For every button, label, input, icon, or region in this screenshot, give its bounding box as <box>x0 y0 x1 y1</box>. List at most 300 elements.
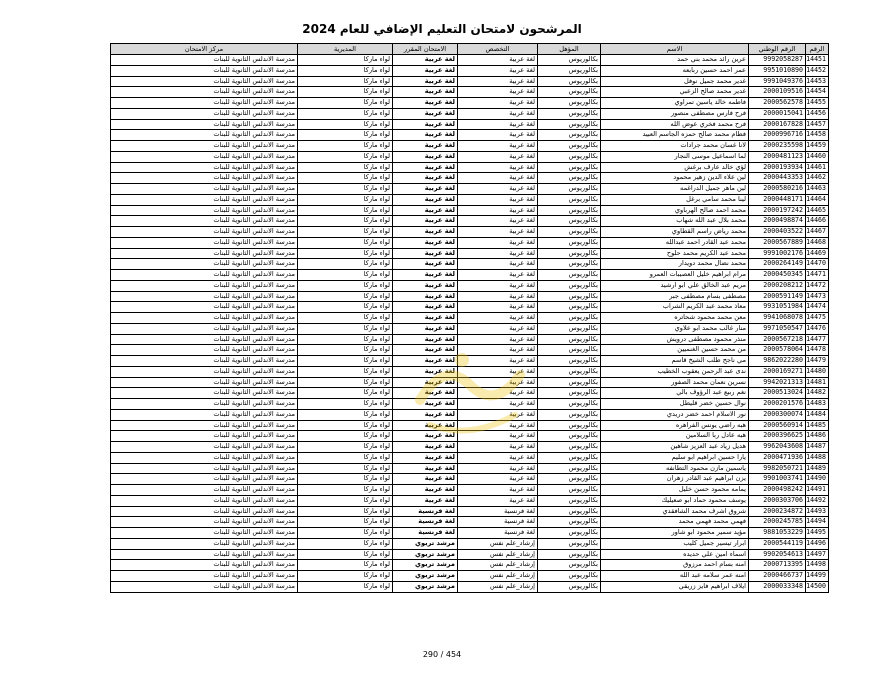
page-number: 290 / 454 <box>422 650 462 659</box>
cell-qualification: بكالوريوس <box>538 302 601 313</box>
table-row <box>111 334 829 345</box>
cell-national-id: 9942021313 <box>749 377 806 388</box>
cell-qualification: بكالوريوس <box>538 388 601 399</box>
cell-national-id: 2000443353 <box>749 173 806 184</box>
table-row <box>111 431 829 442</box>
cell-name: عمر احمد حسين ربابعه <box>601 65 749 76</box>
cell-national-id: 2000498874 <box>749 216 806 227</box>
cell-qualification: بكالوريوس <box>538 356 601 367</box>
cell-name: غدير محمد صالح الزعبي <box>601 87 749 98</box>
cell-national-id: 9862022280 <box>749 356 806 367</box>
cell-directorate: لواء ماركا <box>298 506 393 517</box>
cell-exam: لغة عربية <box>393 173 458 184</box>
cell-name: هبه عادل ربا السلامين <box>601 431 749 442</box>
cell-national-id: 2000578064 <box>749 345 806 356</box>
cell-center: مدرسة الاندلس الثانوية للبنات <box>111 538 298 549</box>
cell-national-id: 2000197242 <box>749 205 806 216</box>
cell-directorate: لواء ماركا <box>298 205 393 216</box>
cell-qualification: بكالوريوس <box>538 108 601 119</box>
cell-directorate: لواء ماركا <box>298 571 393 582</box>
cell-national-id: 2000996716 <box>749 130 806 141</box>
table-row <box>111 452 829 463</box>
table-row <box>111 216 829 227</box>
cell-id: 14479 <box>806 356 829 367</box>
cell-directorate: لواء ماركا <box>298 87 393 98</box>
table-row <box>111 184 829 195</box>
cell-directorate: لواء ماركا <box>298 431 393 442</box>
cell-name: عرين رائد محمد بني حمد <box>601 55 749 66</box>
cell-center: مدرسة الاندلس الثانوية للبنات <box>111 313 298 324</box>
cell-directorate: لواء ماركا <box>298 248 393 259</box>
cell-id: 14495 <box>806 528 829 539</box>
header-name: الاسم <box>601 44 749 55</box>
cell-name: لينا محمد سامي برغل <box>601 194 749 205</box>
cell-exam: لغة عربية <box>393 366 458 377</box>
cell-qualification: بكالوريوس <box>538 87 601 98</box>
cell-id: 14496 <box>806 538 829 549</box>
cell-name: محمد بلال عبد الله شهاب <box>601 216 749 227</box>
cell-name: منار غالب محمد ابو علاوي <box>601 323 749 334</box>
cell-national-id: 9941068078 <box>749 313 806 324</box>
cell-national-id: 2000033348 <box>749 581 806 592</box>
cell-id: 14455 <box>806 98 829 109</box>
cell-specialization: إرشاد_علم نفس <box>458 571 538 582</box>
table-row <box>111 549 829 560</box>
cell-specialization: إرشاد_علم نفس <box>458 581 538 592</box>
cell-qualification: بكالوريوس <box>538 420 601 431</box>
cell-qualification: بكالوريوس <box>538 549 601 560</box>
table-row <box>111 65 829 76</box>
cell-exam: لغة عربية <box>393 194 458 205</box>
cell-center: مدرسة الاندلس الثانوية للبنات <box>111 76 298 87</box>
cell-national-id: 2000498242 <box>749 485 806 496</box>
cell-national-id: 9902054613 <box>749 549 806 560</box>
cell-center: مدرسة الاندلس الثانوية للبنات <box>111 259 298 270</box>
cell-center: مدرسة الاندلس الثانوية للبنات <box>111 302 298 313</box>
cell-name: ابرار تيسير جميل كليب <box>601 538 749 549</box>
cell-qualification: بكالوريوس <box>538 55 601 66</box>
cell-id: 14498 <box>806 560 829 571</box>
cell-name: لما اسماعيل موسى النجار <box>601 151 749 162</box>
cell-name: محمد نضال محمد دويدار <box>601 259 749 270</box>
cell-id: 14488 <box>806 452 829 463</box>
cell-id: 14460 <box>806 151 829 162</box>
cell-qualification: بكالوريوس <box>538 227 601 238</box>
cell-specialization: لغة فرنسية <box>458 528 538 539</box>
cell-national-id: 2000234872 <box>749 506 806 517</box>
cell-national-id: 9901003741 <box>749 474 806 485</box>
cell-id: 14463 <box>806 184 829 195</box>
cell-center: مدرسة الاندلس الثانوية للبنات <box>111 356 298 367</box>
cell-specialization: لغة فرنسية <box>458 506 538 517</box>
cell-specialization: لغة عربية <box>458 313 538 324</box>
cell-center: مدرسة الاندلس الثانوية للبنات <box>111 194 298 205</box>
cell-name: هبه راضي يونس الفراهره <box>601 420 749 431</box>
cell-id: 14476 <box>806 323 829 334</box>
cell-id: 14457 <box>806 119 829 130</box>
cell-directorate: لواء ماركا <box>298 302 393 313</box>
cell-center: مدرسة الاندلس الثانوية للبنات <box>111 399 298 410</box>
cell-directorate: لواء ماركا <box>298 463 393 474</box>
cell-id: 14494 <box>806 517 829 528</box>
cell-name: ياسمين مازن محمود التطانفه <box>601 463 749 474</box>
cell-center: مدرسة الاندلس الثانوية للبنات <box>111 216 298 227</box>
cell-national-id: 9991002176 <box>749 248 806 259</box>
header-exam: الامتحان المقرر <box>393 44 458 55</box>
cell-id: 14470 <box>806 259 829 270</box>
table-row <box>111 474 829 485</box>
cell-directorate: لواء ماركا <box>298 560 393 571</box>
cell-national-id: 2000403522 <box>749 227 806 238</box>
cell-exam: لغة عربية <box>393 55 458 66</box>
table-row <box>111 485 829 496</box>
cell-name: معن محمد محمود شحاتره <box>601 313 749 324</box>
cell-exam: لغة عربية <box>393 141 458 152</box>
cell-directorate: لواء ماركا <box>298 55 393 66</box>
cell-specialization: لغة عربية <box>458 302 538 313</box>
table-row <box>111 420 829 431</box>
cell-specialization: لغة عربية <box>458 141 538 152</box>
cell-exam: لغة عربية <box>393 431 458 442</box>
cell-id: 14459 <box>806 141 829 152</box>
cell-name: لانا غسان محمد جرادات <box>601 141 749 152</box>
cell-national-id: 2000245785 <box>749 517 806 528</box>
table-row <box>111 302 829 313</box>
cell-specialization: لغة عربية <box>458 108 538 119</box>
cell-national-id: 9951010890 <box>749 65 806 76</box>
cell-center: مدرسة الاندلس الثانوية للبنات <box>111 55 298 66</box>
cell-name: مي ناجح طلب الشيخ قاسم <box>601 356 749 367</box>
cell-id: 14453 <box>806 76 829 87</box>
cell-specialization: لغة عربية <box>458 173 538 184</box>
cell-name: ندى عبد الرحمن يعقوب الخطيب <box>601 366 749 377</box>
cell-name: نغم ربيع عبد الرؤوف بالي <box>601 388 749 399</box>
cell-national-id: 2000450345 <box>749 270 806 281</box>
cell-specialization: لغة عربية <box>458 76 538 87</box>
cell-specialization: إرشاد_علم نفس <box>458 560 538 571</box>
cell-center: مدرسة الاندلس الثانوية للبنات <box>111 141 298 152</box>
cell-exam: لغة عربية <box>393 485 458 496</box>
cell-name: محمد احمد صالح الهرباوي <box>601 205 749 216</box>
cell-national-id: 2000562578 <box>749 98 806 109</box>
cell-qualification: بكالوريوس <box>538 119 601 130</box>
cell-national-id: 2000396625 <box>749 431 806 442</box>
cell-name: مرام ابراهيم خليل العصيبات العمرو <box>601 270 749 281</box>
cell-center: مدرسة الاندلس الثانوية للبنات <box>111 227 298 238</box>
cell-qualification: بكالوريوس <box>538 431 601 442</box>
table-row <box>111 194 829 205</box>
cell-qualification: بكالوريوس <box>538 495 601 506</box>
cell-center: مدرسة الاندلس الثانوية للبنات <box>111 334 298 345</box>
cell-id: 14468 <box>806 237 829 248</box>
cell-exam: لغة عربية <box>393 442 458 453</box>
cell-qualification: بكالوريوس <box>538 173 601 184</box>
cell-specialization: لغة عربية <box>458 474 538 485</box>
cell-directorate: لواء ماركا <box>298 377 393 388</box>
cell-directorate: لواء ماركا <box>298 162 393 173</box>
cell-exam: لغة عربية <box>393 313 458 324</box>
cell-national-id: 9991049376 <box>749 76 806 87</box>
cell-specialization: لغة عربية <box>458 98 538 109</box>
cell-specialization: لغة عربية <box>458 334 538 345</box>
cell-national-id: 2000169271 <box>749 366 806 377</box>
cell-id: 14499 <box>806 571 829 582</box>
cell-id: 14482 <box>806 388 829 399</box>
cell-center: مدرسة الاندلس الثانوية للبنات <box>111 237 298 248</box>
cell-name: هديل زياد عبد العزيز شاهين <box>601 442 749 453</box>
cell-qualification: بكالوريوس <box>538 280 601 291</box>
cell-qualification: بكالوريوس <box>538 452 601 463</box>
table-row <box>111 409 829 420</box>
cell-qualification: بكالوريوس <box>538 323 601 334</box>
table-row <box>111 55 829 66</box>
cell-qualification: بكالوريوس <box>538 291 601 302</box>
cell-national-id: 2000193934 <box>749 162 806 173</box>
cell-center: مدرسة الاندلس الثانوية للبنات <box>111 108 298 119</box>
header-center: مركز الامتحان <box>111 44 298 55</box>
cell-exam: لغة عربية <box>393 227 458 238</box>
cell-qualification: بكالوريوس <box>538 334 601 345</box>
cell-directorate: لواء ماركا <box>298 399 393 410</box>
header-directorate: المديرية <box>298 44 393 55</box>
table-row <box>111 388 829 399</box>
cell-id: 14452 <box>806 65 829 76</box>
cell-center: مدرسة الاندلس الثانوية للبنات <box>111 431 298 442</box>
cell-id: 14466 <box>806 216 829 227</box>
cell-directorate: لواء ماركا <box>298 366 393 377</box>
cell-directorate: لواء ماركا <box>298 173 393 184</box>
cell-name: من محمد حسين الغنميين <box>601 345 749 356</box>
header-national-id: الرقم الوطني <box>749 44 806 55</box>
cell-specialization: لغة عربية <box>458 87 538 98</box>
cell-center: مدرسة الاندلس الثانوية للبنات <box>111 87 298 98</box>
cell-directorate: لواء ماركا <box>298 65 393 76</box>
cell-name: اسماء امين علي حديده <box>601 549 749 560</box>
cell-name: يارا حسين ابراهيم ابو سليم <box>601 452 749 463</box>
page-title: المرشحون لامتحان التعليم الإضافي للعام 2024 <box>302 22 582 36</box>
cell-directorate: لواء ماركا <box>298 280 393 291</box>
cell-specialization: لغة عربية <box>458 366 538 377</box>
cell-id: 14451 <box>806 55 829 66</box>
cell-directorate: لواء ماركا <box>298 108 393 119</box>
cell-directorate: لواء ماركا <box>298 549 393 560</box>
cell-name: يمامه محمود حسن خليل <box>601 485 749 496</box>
candidates-table <box>110 43 829 593</box>
cell-name: معاذ محمد عبد الكريم الشراب <box>601 302 749 313</box>
cell-center: مدرسة الاندلس الثانوية للبنات <box>111 506 298 517</box>
cell-center: مدرسة الاندلس الثانوية للبنات <box>111 184 298 195</box>
cell-id: 14473 <box>806 291 829 302</box>
cell-specialization: لغة عربية <box>458 216 538 227</box>
cell-directorate: لواء ماركا <box>298 581 393 592</box>
cell-id: 14462 <box>806 173 829 184</box>
cell-exam: لغة عربية <box>393 334 458 345</box>
cell-center: مدرسة الاندلس الثانوية للبنات <box>111 130 298 141</box>
cell-exam: لغة عربية <box>393 76 458 87</box>
cell-qualification: بكالوريوس <box>538 474 601 485</box>
cell-exam: لغة عربية <box>393 356 458 367</box>
cell-qualification: بكالوريوس <box>538 76 601 87</box>
cell-center: مدرسة الاندلس الثانوية للبنات <box>111 560 298 571</box>
cell-id: 14456 <box>806 108 829 119</box>
cell-national-id: 2000201576 <box>749 399 806 410</box>
cell-directorate: لواء ماركا <box>298 538 393 549</box>
cell-directorate: لواء ماركا <box>298 98 393 109</box>
cell-qualification: بكالوريوس <box>538 463 601 474</box>
table-row <box>111 291 829 302</box>
cell-center: مدرسة الاندلس الثانوية للبنات <box>111 495 298 506</box>
cell-qualification: بكالوريوس <box>538 162 601 173</box>
header-specialization: التخصص <box>458 44 538 55</box>
cell-qualification: بكالوريوس <box>538 216 601 227</box>
cell-exam: لغة عربية <box>393 377 458 388</box>
cell-directorate: لواء ماركا <box>298 420 393 431</box>
cell-qualification: بكالوريوس <box>538 560 601 571</box>
cell-exam: مرشد تربوي <box>393 581 458 592</box>
table-row <box>111 141 829 152</box>
cell-specialization: لغة عربية <box>458 323 538 334</box>
cell-national-id: 9931051984 <box>749 302 806 313</box>
cell-exam: لغة عربية <box>393 345 458 356</box>
cell-directorate: لواء ماركا <box>298 141 393 152</box>
cell-exam: لغة فرنسية <box>393 528 458 539</box>
cell-specialization: لغة عربية <box>458 409 538 420</box>
cell-center: مدرسة الاندلس الثانوية للبنات <box>111 581 298 592</box>
cell-directorate: لواء ماركا <box>298 323 393 334</box>
cell-exam: لغة عربية <box>393 388 458 399</box>
cell-id: 14480 <box>806 366 829 377</box>
cell-center: مدرسة الاندلس الثانوية للبنات <box>111 474 298 485</box>
cell-directorate: لواء ماركا <box>298 76 393 87</box>
cell-name: فرح محمد فخري عوض الله <box>601 119 749 130</box>
cell-qualification: بكالوريوس <box>538 151 601 162</box>
cell-specialization: لغة عربية <box>458 227 538 238</box>
cell-national-id: 2000167828 <box>749 119 806 130</box>
table-row <box>111 528 829 539</box>
cell-national-id: 2000264149 <box>749 259 806 270</box>
cell-exam: لغة عربية <box>393 474 458 485</box>
table-row <box>111 377 829 388</box>
cell-qualification: بكالوريوس <box>538 409 601 420</box>
cell-qualification: بكالوريوس <box>538 485 601 496</box>
cell-exam: لغة عربية <box>393 259 458 270</box>
cell-exam: لغة عربية <box>393 323 458 334</box>
cell-exam: لغة عربية <box>393 237 458 248</box>
cell-id: 14458 <box>806 130 829 141</box>
cell-specialization: لغة عربية <box>458 248 538 259</box>
cell-exam: لغة فرنسية <box>393 517 458 528</box>
table-body <box>111 55 829 593</box>
cell-national-id: 2000303706 <box>749 495 806 506</box>
cell-specialization: لغة عربية <box>458 259 538 270</box>
cell-specialization: لغة عربية <box>458 119 538 130</box>
cell-id: 14454 <box>806 87 829 98</box>
cell-id: 14478 <box>806 345 829 356</box>
cell-specialization: لغة عربية <box>458 463 538 474</box>
table-row <box>111 560 829 571</box>
cell-specialization: إرشاد_علم نفس <box>458 549 538 560</box>
cell-name: مصطفى بسام مصطفى جبر <box>601 291 749 302</box>
table-row <box>111 581 829 592</box>
cell-exam: مرشد تربوي <box>393 538 458 549</box>
cell-specialization: لغة عربية <box>458 162 538 173</box>
cell-specialization: لغة عربية <box>458 485 538 496</box>
header-qualification: المؤهل <box>538 44 601 55</box>
cell-specialization: لغة عربية <box>458 442 538 453</box>
cell-name: فطام محمد صالح حمزه الجاسم العبيد <box>601 130 749 141</box>
cell-center: مدرسة الاندلس الثانوية للبنات <box>111 409 298 420</box>
cell-center: مدرسة الاندلس الثانوية للبنات <box>111 205 298 216</box>
cell-specialization: لغة عربية <box>458 399 538 410</box>
cell-id: 14500 <box>806 581 829 592</box>
cell-exam: لغة عربية <box>393 216 458 227</box>
cell-id: 14485 <box>806 420 829 431</box>
cell-name: فاطمه خالد ياسين تمراوي <box>601 98 749 109</box>
table-row <box>111 280 829 291</box>
cell-id: 14487 <box>806 442 829 453</box>
cell-exam: لغة عربية <box>393 87 458 98</box>
header-id: الرقم <box>806 44 829 55</box>
cell-national-id: 2000591149 <box>749 291 806 302</box>
cell-center: مدرسة الاندلس الثانوية للبنات <box>111 442 298 453</box>
cell-specialization: لغة عربية <box>458 237 538 248</box>
cell-exam: لغة عربية <box>393 420 458 431</box>
cell-qualification: بكالوريوس <box>538 506 601 517</box>
table-row <box>111 517 829 528</box>
cell-national-id: 9982050721 <box>749 463 806 474</box>
cell-exam: لغة عربية <box>393 495 458 506</box>
cell-id: 14491 <box>806 485 829 496</box>
cell-exam: لغة عربية <box>393 151 458 162</box>
cell-id: 14471 <box>806 270 829 281</box>
cell-specialization: لغة عربية <box>458 420 538 431</box>
cell-national-id: 2000015041 <box>749 108 806 119</box>
cell-id: 14472 <box>806 280 829 291</box>
cell-national-id: 9971050547 <box>749 323 806 334</box>
cell-exam: لغة عربية <box>393 291 458 302</box>
cell-specialization: لغة عربية <box>458 452 538 463</box>
table-header-row <box>111 44 829 55</box>
cell-directorate: لواء ماركا <box>298 216 393 227</box>
cell-name: نسرين نعمان محمد الصفور <box>601 377 749 388</box>
cell-center: مدرسة الاندلس الثانوية للبنات <box>111 345 298 356</box>
cell-id: 14474 <box>806 302 829 313</box>
cell-specialization: لغة عربية <box>458 388 538 399</box>
cell-national-id: 2000567889 <box>749 237 806 248</box>
cell-id: 14464 <box>806 194 829 205</box>
table-row <box>111 237 829 248</box>
cell-name: يزن ابراهيم عبد القادر زهران <box>601 474 749 485</box>
cell-exam: لغة عربية <box>393 248 458 259</box>
cell-qualification: بكالوريوس <box>538 377 601 388</box>
cell-id: 14469 <box>806 248 829 259</box>
cell-national-id: 2000109516 <box>749 87 806 98</box>
table-row <box>111 259 829 270</box>
cell-center: مدرسة الاندلس الثانوية للبنات <box>111 571 298 582</box>
cell-national-id: 2000567218 <box>749 334 806 345</box>
cell-national-id: 2000560914 <box>749 420 806 431</box>
cell-exam: لغة عربية <box>393 270 458 281</box>
cell-center: مدرسة الاندلس الثانوية للبنات <box>111 463 298 474</box>
cell-id: 14489 <box>806 463 829 474</box>
table-row <box>111 98 829 109</box>
cell-name: ايلاف ابراهيم فايز زريقي <box>601 581 749 592</box>
table-row <box>111 162 829 173</box>
cell-name: لين علاء الدين زهير محمود <box>601 173 749 184</box>
cell-exam: لغة عربية <box>393 280 458 291</box>
table-row <box>111 463 829 474</box>
cell-id: 14483 <box>806 399 829 410</box>
